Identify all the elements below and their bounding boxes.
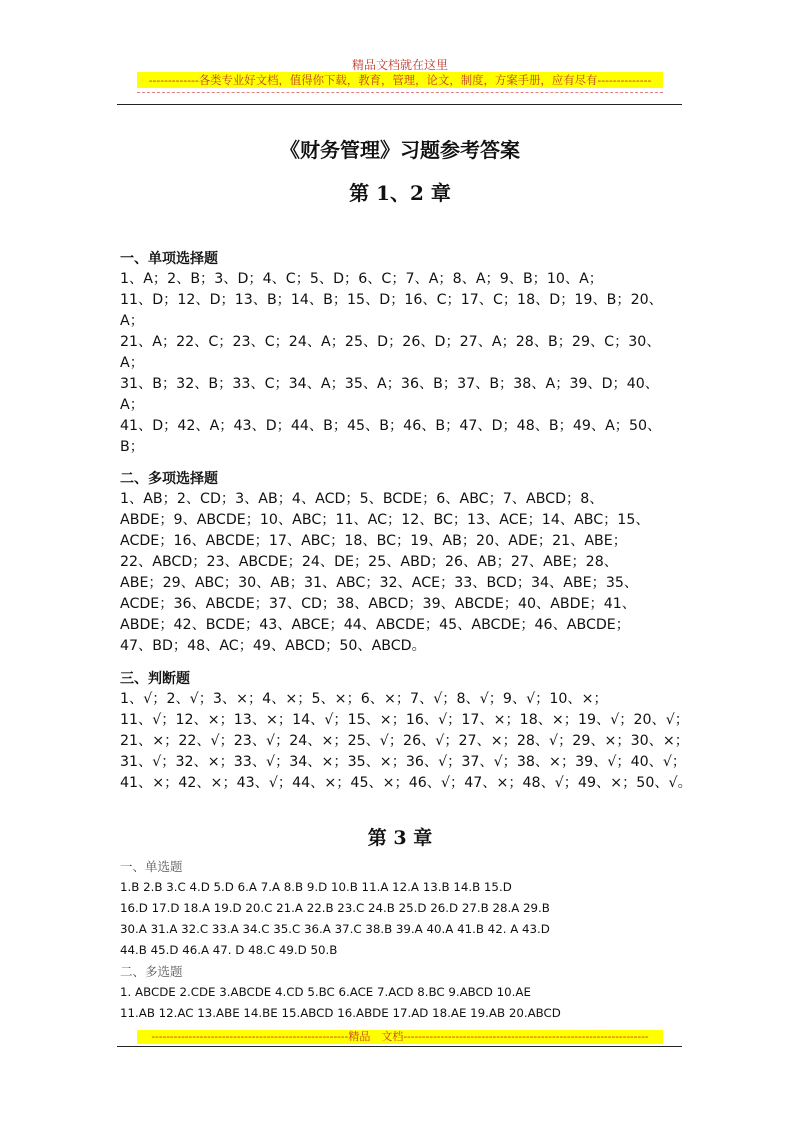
single-choice-answers <box>120 269 680 458</box>
answer-line: B； <box>120 439 144 455</box>
answer-line: 16.D 17.D 18.A 19.D 20.C 21.A 22.B 23.C 24.B 25.D 26.D 27.B 28.A 29.B <box>120 901 550 915</box>
answer-line: 21、A；22、C；23、C；24、A；25、D；26、D；27、A；28、B；29、C；30、 <box>120 334 661 350</box>
answer-line: A； <box>120 355 144 371</box>
answer-line: 1.B 2.B 3.C 4.D 5.D 6.A 7.A 8.B 9.D 10.B 11.A 12.A 13.B 14.B 15.D <box>120 880 512 894</box>
answer-line: 31、√；32、×；33、√；34、×；35、×；36、√；37、√；38、×；39、√；40、√； <box>120 754 687 770</box>
answer-line: 11.AB 12.AC 13.ABE 14.BE 15.ABCD 16.ABDE 17.AD 18.AE 19.AB 20.ABCD <box>120 1006 561 1020</box>
answer-line: 41、D；42、A；43、D；44、B；45、B；46、B；47、D；48、B；49、A；50、 <box>120 418 662 434</box>
single-choice-heading: 一、单项选择题 <box>120 251 218 267</box>
chapter-3-heading: 第 3 章 <box>367 827 433 849</box>
ch3-single-choice-heading: 一、单选题 <box>120 859 183 874</box>
answer-line: A； <box>120 313 144 329</box>
answer-line: 21、×；22、√；23、√；24、×；25、√；26、√；27、×；28、√；29、×；30、×； <box>120 733 689 749</box>
header-banner: -------------各类专业好文档，值得你下载，教育，管理，论文，制度，方案手册，应有尽有-------------- <box>137 72 663 88</box>
answer-line: 1. ABCDE 2.CDE 3.ABCDE 4.CD 5.BC 6.ACE 7.ACD 8.BC 9.ABCD 10.AE <box>120 985 531 999</box>
multiple-choice-answers <box>120 489 680 657</box>
answer-line: 41、×；42、×；43、√；44、×；45、×；46、√；47、×；48、√；49、×；50、√。 <box>120 775 692 791</box>
header-dashed-divider <box>137 92 663 93</box>
answer-line: 22、ABCD；23、ABCDE；24、DE；25、ABD；26、AB；27、ABE；28、 <box>120 554 618 570</box>
multiple-choice-heading: 二、多项选择题 <box>120 471 218 487</box>
header-watermark: 精品文档就在这里 <box>351 58 448 72</box>
answer-line: ABE；29、ABC；30、AB；31、ABC；32、ACE；33、BCD；34、ABE；35、 <box>120 575 639 591</box>
header-rule <box>117 104 682 105</box>
answer-line: 11、√；12、×；13、×；14、√；15、×；16、√；17、×；18、×；19、√；20、√； <box>120 712 689 728</box>
chapter-1-2-heading: 第 1、2 章 <box>349 181 451 205</box>
ch3-multiple-choice-answers <box>120 982 680 1024</box>
answer-line: 1、√；2、√；3、×；4、×；5、×；6、×；7、√；8、√；9、√；10、×； <box>120 691 608 707</box>
answer-line: 11、D；12、D；13、B；14、B；15、D；16、C；17、C；18、D；19、B；20、 <box>120 292 663 308</box>
document-title: 《财务管理》习题参考答案 <box>280 138 520 162</box>
answer-line: 44.B 45.D 46.A 47. D 48.C 49.D 50.B <box>120 943 338 957</box>
ch3-single-choice-answers <box>120 877 680 961</box>
answer-line: 47、BD；48、AC；49、ABCD；50、ABCD。 <box>120 638 426 654</box>
answer-line: 30.A 31.A 32.C 33.A 34.C 35.C 36.A 37.C 38.B 39.A 40.A 41.B 42. A 43.D <box>120 922 550 936</box>
answer-line: ABDE；42、BCDE；43、ABCE；44、ABCDE；45、ABCDE；46、ABCDE； <box>120 617 630 633</box>
footer-rule <box>117 1046 682 1047</box>
answer-line: ACDE；36、ABCDE；37、CD；38、ABCD；39、ABCDE；40、ABDE；41、 <box>120 596 636 612</box>
answer-line: 1、AB；2、CD；3、AB；4、ACD；5、BCDE；6、ABC；7、ABCD；8、 <box>120 491 604 507</box>
answer-line: 31、B；32、B；33、C；34、A；35、A；36、B；37、B；38、A；39、D；40、 <box>120 376 659 392</box>
answer-line: ABDE；9、ABCDE；10、ABC；11、AC；12、BC；13、ACE；14、ABC；15、 <box>120 512 650 528</box>
answer-line: A； <box>120 397 144 413</box>
ch3-multiple-choice-heading: 二、多选题 <box>120 964 183 979</box>
footer-banner: -----------------------------------------------------精品 文档------------------------------------------------------------------ <box>137 1030 663 1044</box>
true-false-answers <box>120 689 692 794</box>
answer-line: ACDE；16、ABCDE；17、ABC；18、BC；19、AB；20、ADE；21、ABE； <box>120 533 627 549</box>
true-false-heading: 三、判断题 <box>120 671 190 687</box>
answer-line: 1、A；2、B；3、D；4、C；5、D；6、C；7、A；8、A；9、B；10、A； <box>120 271 603 287</box>
